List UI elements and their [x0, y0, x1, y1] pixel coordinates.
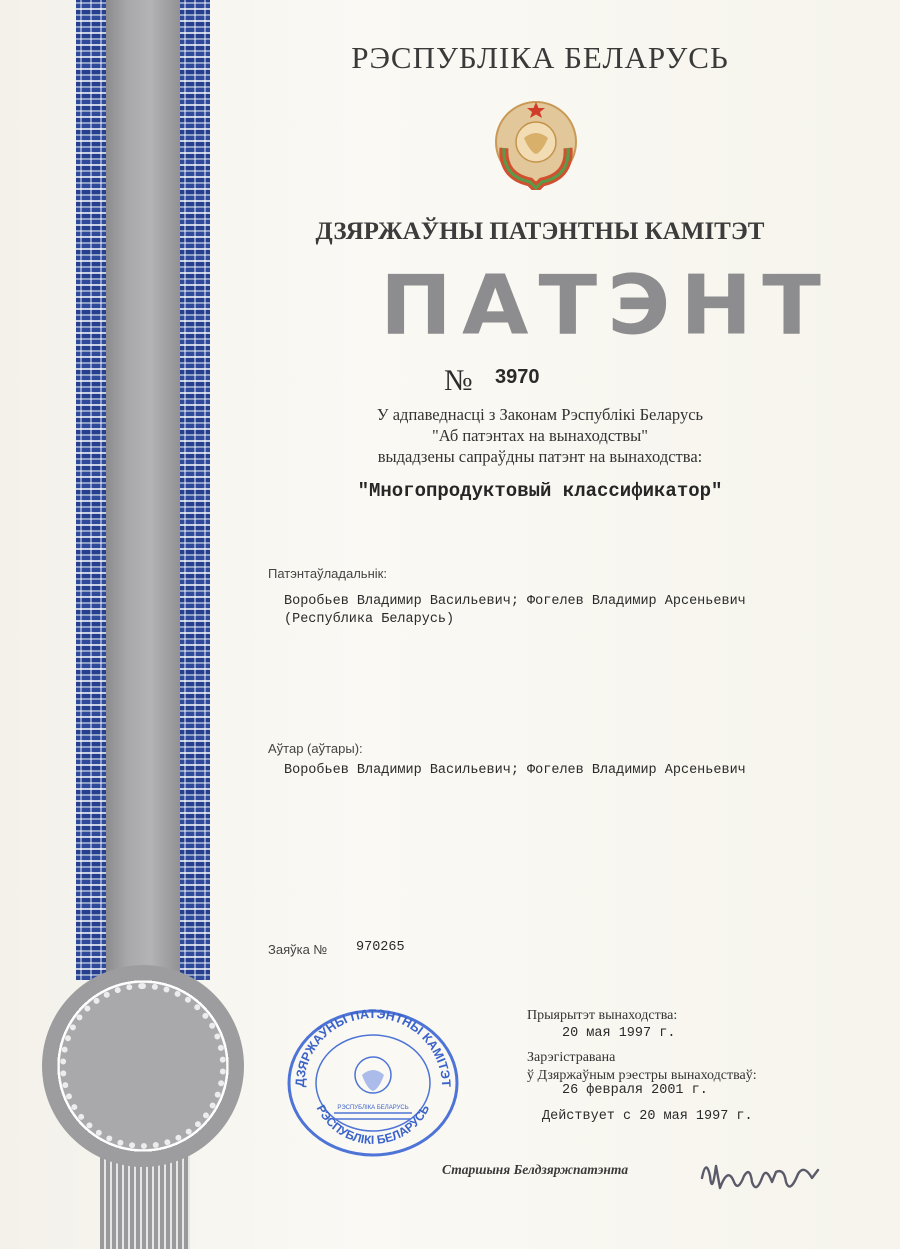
handwritten-signature — [694, 1148, 824, 1208]
author-names: Воробьев Владимир Васильевич; Фогелев Владимир Арсеньевич — [284, 763, 746, 778]
validity-statement: Действует с 20 мая 1997 г. — [542, 1109, 753, 1124]
holder-country: (Республика Беларусь) — [284, 612, 455, 627]
state-emblem-icon — [490, 98, 582, 190]
application-label: Заяўка № — [268, 942, 328, 957]
invention-title: "Многопродуктовый классификатор" — [357, 480, 723, 502]
priority-label: Прыярытэт вынаходства: — [527, 1008, 678, 1023]
ribbon-band-right — [180, 0, 210, 980]
law-statement — [300, 404, 780, 467]
registration-date: 26 февраля 2001 г. — [562, 1083, 708, 1098]
stamp-inner-text: РЭСПУБЛІКА БЕЛАРУСЬ — [337, 1105, 409, 1111]
application-number: 970265 — [356, 940, 405, 955]
committee-title: ДЗЯРЖАЎНЫ ПАТЭНТНЫ КАМІТЭТ — [315, 218, 765, 245]
document-type-title: ПАТЭНТ — [380, 258, 831, 354]
decorative-ribbon — [76, 0, 210, 980]
patent-number: 3970 — [495, 366, 540, 388]
ribbon-band-left — [76, 0, 106, 980]
republic-title: РЭСПУБЛІКА БЕЛАРУСЬ — [351, 40, 729, 75]
law-line-2: "Аб патэнтах на вынаходствы" — [432, 426, 648, 445]
ribbon-band-center — [106, 0, 180, 980]
stamp-bottom-text: РЭСПУБЛІКІ БЕЛАРУСЬ — [313, 1102, 433, 1148]
registration-label: Зарэгістравана — [527, 1050, 616, 1065]
stamp-top-text: ДЗЯРЖАЎНЫ ПАТЭНТНЫ КАМІТЭТ — [292, 1006, 454, 1088]
holder-names: Воробьев Владимир Васильевич; Фогелев Владимир Арсеньевич — [284, 594, 746, 609]
law-line-1: У адпаведнасці з Законам Рэспублікі Беларусь — [376, 405, 704, 424]
official-stamp — [284, 1005, 462, 1157]
law-line-3: выдадзены сапраўдны патэнт на вынаходства: — [377, 447, 703, 466]
signatory-title: Старшыня Белдзяржпатэнта — [442, 1162, 629, 1177]
holder-label: Патэнтаўладальнік: — [268, 566, 387, 581]
author-label: Аўтар (аўтары): — [268, 741, 363, 756]
registration-label-2: ў Дзяржаўным рэестры вынаходстваў: — [527, 1068, 757, 1083]
number-sign: № — [444, 364, 473, 397]
priority-date: 20 мая 1997 г. — [562, 1026, 676, 1041]
ribbon-medal — [42, 965, 244, 1167]
